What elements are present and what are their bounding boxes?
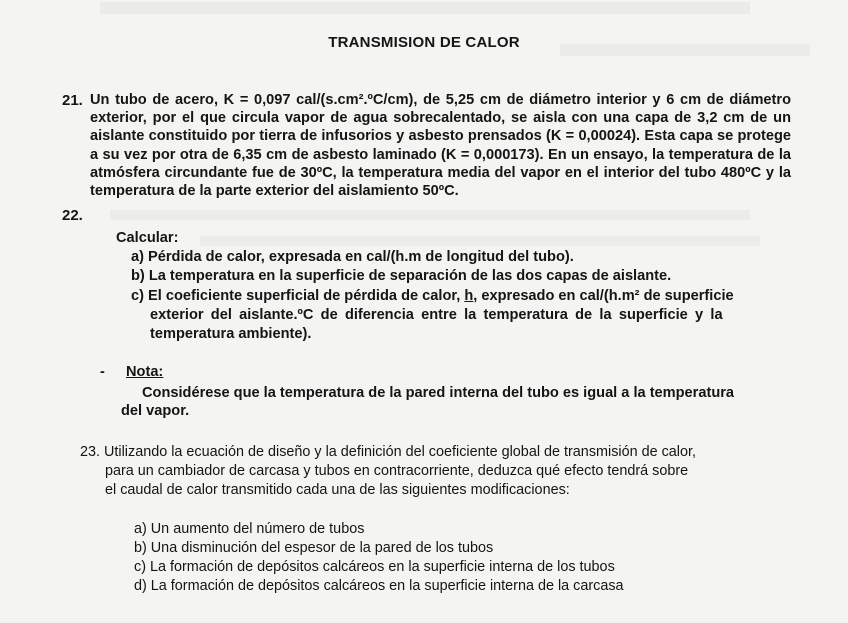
- problem-22-number: 22.: [62, 207, 83, 224]
- note-heading: Nota:: [126, 364, 164, 380]
- problem-23-item-c: c) La formación de depósitos calcáreos en la superficie interna de los tubos: [134, 559, 615, 575]
- problem-22-item-b: b) La temperatura en la superficie de separación de las dos capas de aislante.: [131, 268, 672, 284]
- problem-23-line2: para un cambiador de carcasa y tubos en contracorriente, deduzca qué efecto tendrá sobre: [105, 463, 689, 479]
- problem-21-text: Un tubo de acero, K = 0,097 cal/(s.cm².ºC/cm), de 5,25 cm de diámetro interior y 6 cm de diámetro exterior, por el que circula vapor de agua sobrecalentado, se aisla con una capa de 3,2 cm de un aislante constituido por tierra de infusorios y asbesto prensados (K = 0,00024). Esta capa se protege a su vez por otra de 6,35 cm de asbesto laminado (K = 0,000173). En un ensayo, la temperatura de la atmósfera circundante fue de 30ºC, la temperatura media del vapor en el interior del tubo 480ºC y la temperatura de la parte exterior del aislamiento 50ºC.: [90, 92, 791, 200]
- show-through-mark: [100, 2, 750, 14]
- problem-22-item-c-line3: temperatura ambiente).: [150, 326, 312, 342]
- note-line1: Considérese que la temperatura de la pared interna del tubo es igual a la temperatura: [142, 385, 735, 401]
- note-bullet: -: [100, 364, 105, 380]
- problem-23-item-a: a) Un aumento del número de tubos: [134, 521, 365, 537]
- coefficient-h-symbol: h: [464, 288, 474, 304]
- problem-23-item-b: b) Una disminución del espesor de la pared de los tubos: [134, 540, 494, 556]
- problem-22-item-c-line1: c) El coeficiente superficial de pérdida de calor, h, expresado en cal/(h.m² de superficie: [131, 288, 734, 304]
- problem-22-item-c-line2: exterior del aislante.ºC de diferencia entre la temperatura de la superficie y la: [150, 307, 723, 323]
- show-through-mark: [200, 236, 760, 246]
- page-title: TRANSMISION DE CALOR: [328, 34, 520, 51]
- problem-23-item-d: d) La formación de depósitos calcáreos en la superficie interna de la carcasa: [134, 578, 624, 594]
- show-through-mark: [110, 210, 750, 220]
- problem-23-line1: 23. Utilizando la ecuación de diseño y la definición del coeficiente global de transmisión de calor,: [80, 444, 696, 460]
- problem-23-line3: el caudal de calor transmitido cada una de las siguientes modificaciones:: [105, 482, 570, 498]
- problem-21-number: 21.: [62, 92, 83, 109]
- note-line2: del vapor.: [121, 403, 190, 419]
- problem-22-item-a: a) Pérdida de calor, expresada en cal/(h.m de longitud del tubo).: [131, 249, 574, 265]
- calcular-label: Calcular:: [116, 230, 179, 246]
